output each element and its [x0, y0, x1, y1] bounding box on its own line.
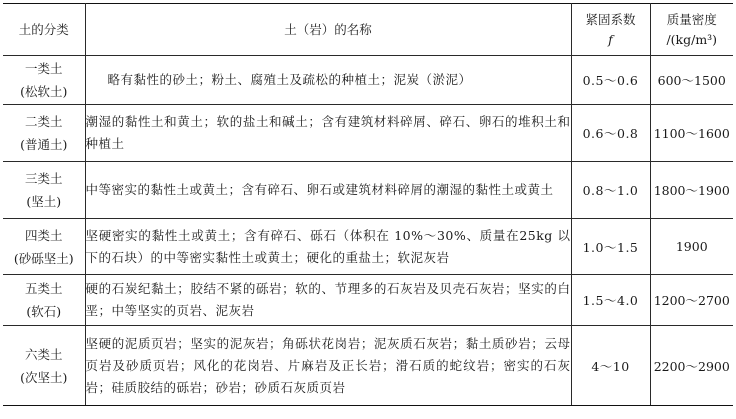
soil-class-name: 六类土: [24, 346, 63, 362]
mass-density: 1900: [650, 219, 733, 275]
table-row: [3, 326, 733, 406]
mass-density: 2200～2900: [650, 326, 733, 406]
soil-description: 中等密实的黏性土或黄土；含有碎石、卵石或建筑材料碎屑的潮湿的黏性土或黄土: [85, 162, 571, 219]
header-class: [3, 4, 85, 56]
soil-description: 硬的石炭纪黏土；胶结不紧的砾岩；软的、节理多的石灰岩及贝壳石灰岩；坚实的白垩；中等坚实的页岩、泥灰岩: [85, 275, 571, 326]
soil-class-cell: [3, 219, 85, 275]
soil-class-name: 四类土: [24, 227, 63, 243]
table-row: [3, 105, 733, 162]
firmness-coefficient: 1.0～1.5: [571, 219, 650, 275]
soil-class-cell: [3, 162, 85, 219]
soil-class-cell: [3, 56, 85, 105]
mass-density: 1800～1900: [650, 162, 733, 219]
mass-density: 1200～2700: [650, 275, 733, 326]
mass-density: 1100～1600: [650, 105, 733, 162]
soil-classification-table: [3, 3, 733, 406]
table-row: [3, 275, 733, 326]
header-density-label: 质量密度: [666, 11, 717, 27]
firmness-coefficient: 4～10: [571, 326, 650, 406]
soil-class-alias: (砂砾坚土): [13, 250, 74, 266]
header-coefficient: [571, 4, 650, 56]
mass-density: 600～1500: [650, 56, 733, 105]
table-header-row: [3, 4, 733, 56]
header-density: [650, 4, 733, 56]
firmness-coefficient: 1.5～4.0: [571, 275, 650, 326]
soil-class-name: 二类土: [24, 114, 63, 129]
soil-class-name: 一类土: [24, 61, 63, 76]
header-name: [85, 4, 571, 56]
firmness-coefficient: 0.6～0.8: [571, 105, 650, 162]
header-name-label: 土（岩）的名称: [284, 21, 372, 37]
soil-class-cell: [3, 326, 85, 406]
soil-class-name: 三类土: [24, 171, 63, 186]
table-row: [3, 219, 733, 275]
firmness-coefficient: 0.8～1.0: [571, 162, 650, 219]
soil-class-name: 五类土: [24, 281, 63, 296]
header-coefficient-label: 紧固系数: [585, 11, 636, 27]
table-row: [3, 162, 733, 219]
soil-description: 坚硬的泥质页岩；坚实的泥灰岩；角砾状花岗岩；泥灰质石灰岩；黏土质砂岩；云母页岩及砂质页岩；风化的花岗岩、片麻岩及正长岩；滑石质的蛇纹岩；密实的石灰岩；硅质胶结的砾岩；砂岩；砂质石灰质页岩: [85, 326, 571, 406]
soil-class-alias: (普通土): [20, 137, 68, 152]
soil-class-alias: (软石): [26, 304, 62, 319]
firmness-coefficient: 0.5～0.6: [571, 56, 650, 105]
soil-description: 坚硬密实的黏性土或黄土；含有碎石、砾石（体积在 10%～30%、质量在25kg 以下的石块）的中等密实黏性土或黄土；硬化的重盐土；软泥灰岩: [85, 219, 571, 275]
soil-class-cell: [3, 275, 85, 326]
header-class-label: 土的分类: [18, 21, 69, 37]
soil-class-alias: (坚土): [26, 194, 62, 209]
soil-class-alias: (次坚土): [20, 369, 68, 385]
header-density-unit: /(kg/m³): [666, 31, 718, 47]
soil-description: 潮湿的黏性土和黄土；软的盐土和碱土；含有建筑材料碎屑、碎石、卵石的堆积土和种植土: [85, 105, 571, 162]
soil-class-alias: (松软土): [20, 84, 68, 99]
table-row: [3, 56, 733, 105]
soil-class-cell: [3, 105, 85, 162]
soil-description: 略有黏性的砂土；粉土、腐殖土及疏松的种植土；泥炭（淤泥）: [85, 56, 571, 105]
header-coefficient-symbol: f: [608, 31, 613, 47]
